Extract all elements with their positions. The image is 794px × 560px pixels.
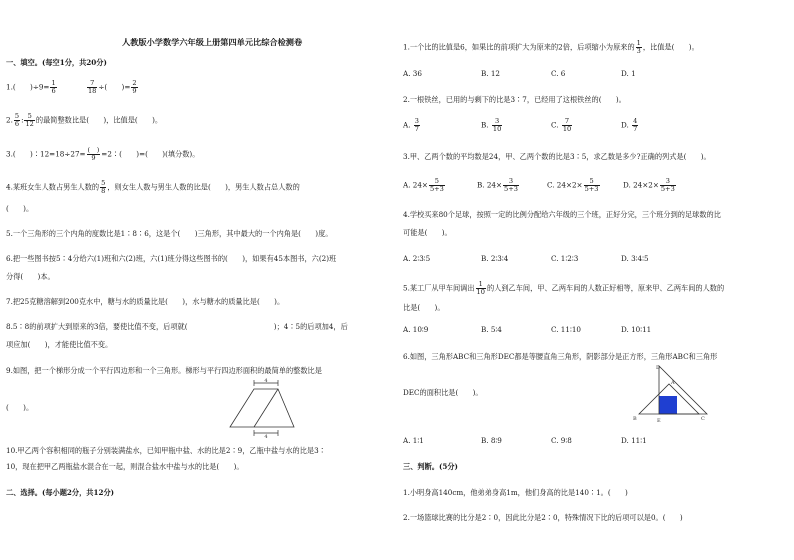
section1-heading: 一、填空。(每空1分，共20分) (6, 58, 107, 67)
fill-question-7: 7.把25克糖溶解到200克水中，糖与水的质量比是( )，水与糖水的质量比是( )。 (6, 297, 285, 306)
fill-question-9: 9.如图，把一个梯形分成一个平行四边形和一个三角形。梯形与平行四边形面积的最简单的整数比是 (6, 366, 322, 375)
trapezoid-figure (212, 377, 302, 439)
fill-question-8-cont: 项应加( )，才能使比值不变。 (6, 340, 113, 349)
choice-2-option-c[interactable]: C. $\frac{7}{10}$ (551, 117, 572, 133)
fill-question-5: 5.一个三角形的三个内角的度数比是1∶8∶6，这是个( )三角形，其中最大的一个内角是( )度。 (6, 229, 333, 238)
choice-2-option-d[interactable]: D. $\frac{4}{7}$ (621, 117, 638, 133)
fill-question-1: 1.( )÷9= $\frac{1}{6}$ $\frac{7}{18}$ ÷( )= $\frac{2}{9}$ (6, 79, 137, 95)
choice-4-option-c[interactable]: C. 1∶2∶3 (551, 254, 579, 263)
bottom-dim-label: 4 (264, 434, 268, 439)
judge-question-1: 1.小明身高140cm，他弟弟身高1m，他们身高的比是140∶1。( ) (403, 488, 628, 497)
choice-1-option-d[interactable]: D. 1 (621, 69, 636, 78)
choice-4-option-d[interactable]: D. 3∶4∶5 (621, 254, 649, 263)
fill-question-8: 8.5∶8的前项扩大到原来的3倍，要使比值不变，后项就( )；4∶5的后项加4，后 (6, 322, 348, 331)
choice-5-option-c[interactable]: C. 11∶10 (551, 325, 581, 334)
page-title: 人教版小学数学六年级上册第四单元比综合检测卷 (122, 37, 303, 47)
fill-question-10-cont: 10，现在把甲乙两瓶盐水混合在一起，则混合盐水中盐与水的比是( )。 (6, 462, 244, 471)
trapezoid-shape (230, 389, 294, 427)
choice-question-5: 5.某工厂从甲车间调出 $\frac{1}{10}$ 的人到乙车间，甲、乙两车间的人数正好相等，原来甲、乙两车间的人数的 (403, 280, 725, 296)
choice-6-option-d[interactable]: D. 11∶1 (621, 436, 647, 445)
choice-question-3: 3.甲、乙两个数的平均数是24，甲、乙两个数的比是3∶5，求乙数是多少?正确的列式是( )。 (403, 152, 711, 161)
choice-6-option-a[interactable]: A. 1∶1 (403, 436, 424, 445)
choice-4-option-b[interactable]: B. 2∶3∶4 (481, 254, 509, 263)
choice-6-option-b[interactable]: B. 8∶9 (481, 436, 502, 445)
choice-1-option-b[interactable]: B. 12 (481, 69, 500, 78)
choice-question-4: 4.学校买来80个足球，按照一定的比例分配给六年级的三个班，正好分完，三个班分到的足球数的比 (403, 210, 721, 219)
section2-heading: 二、选择。(每小题2分，共12分) (6, 488, 115, 497)
choice-question-6-cont: DEC的面积比是( )。 (403, 388, 483, 397)
choice-5-option-d[interactable]: D. 10∶11 (621, 325, 652, 334)
choice-question-2: 2.一根铁丝，已用的与剩下的比是3∶7，已经用了这根铁丝的( )。 (403, 95, 626, 104)
fill-question-4: 4.某班女生人数占男生人数的 $\frac{5}{8}$ ，则女生人数与男生人数的比是( )，男生人数占总人数的 (6, 179, 300, 195)
choice-3-option-c[interactable]: C. 24×2× $\frac{5}{5+3}$ (547, 177, 599, 193)
fill-question-4-cont: ( )。 (6, 204, 34, 213)
fill-question-2: 2. $\frac{5}{6}$ : $\frac{5}{12}$ 的最简整数比是( )，比值是( )。 (6, 112, 163, 128)
fill-question-10: 10.甲乙两个容积相同的瓶子分别装满盐水，已知甲瓶中盐、水的比是2∶9，乙瓶中盐与水的比是3∶ (6, 446, 326, 455)
fill-question-6: 6.把一些图书按5∶4分给六(1)班和六(2)班，六(1)班分得这些图书的( )，如果有45本图书，六(2)班 (6, 254, 337, 263)
fill-question-9-cont: ( )。 (6, 403, 34, 412)
fill-question-6-cont: 分得( )本。 (6, 272, 55, 281)
shaded-square (659, 396, 677, 414)
fill-question-3: 3.( )∶12=18÷27= $\frac{( )}{9}$ =2∶( )=( )(填分数)。 (6, 146, 200, 162)
choice-3-option-d[interactable]: D. 24×2× $\frac{3}{5+3}$ (623, 177, 675, 193)
choice-question-1: 1.一个比的比值是6，如果比的前项扩大为原来的2倍，后项缩小为原来的 $\frac{1}{3}$ ，比值是( )。 (403, 39, 699, 55)
choice-question-6: 6.如图，三角形ABC和三角形DEC都是等腰直角三角形，阴影部分是正方形，三角形ABC和三角形 (403, 352, 718, 361)
label-e: E (657, 418, 661, 424)
choice-3-option-b[interactable]: B. 24× $\frac{3}{5+3}$ (477, 177, 518, 193)
section3-heading: 三、判断。(5分) (403, 462, 458, 471)
label-b: B (633, 416, 637, 422)
choice-5-option-b[interactable]: B. 5∶4 (481, 325, 502, 334)
choice-5-option-a[interactable]: A. 10∶9 (403, 325, 429, 334)
choice-2-option-b[interactable]: B. $\frac{3}{10}$ (481, 117, 502, 133)
choice-1-option-c[interactable]: C. 6 (551, 69, 566, 78)
choice-question-4-cont: 可能是( )。 (403, 228, 452, 237)
choice-question-5-cont: 比是( )。 (403, 303, 445, 312)
choice-1-option-a[interactable]: A. 36 (403, 69, 422, 78)
choice-4-option-a[interactable]: A. 2∶3∶5 (403, 254, 431, 263)
label-c: C (701, 416, 705, 422)
label-a: A (671, 380, 675, 386)
parallelogram-divider (254, 389, 278, 427)
choice-6-option-c[interactable]: C. 9∶8 (551, 436, 572, 445)
choice-2-option-a[interactable]: A. $\frac{3}{7}$ (403, 117, 419, 133)
triangle-figure (629, 362, 709, 428)
top-dim-label: 4 (264, 378, 268, 384)
judge-question-2: 2.一场篮球比赛的比分是2∶0，因此比分是2∶0，特殊情况下比的后项可以是0。( ) (403, 513, 683, 522)
choice-3-option-a[interactable]: A. 24× $\frac{5}{5+3}$ (403, 177, 444, 193)
label-d: D (656, 365, 661, 371)
